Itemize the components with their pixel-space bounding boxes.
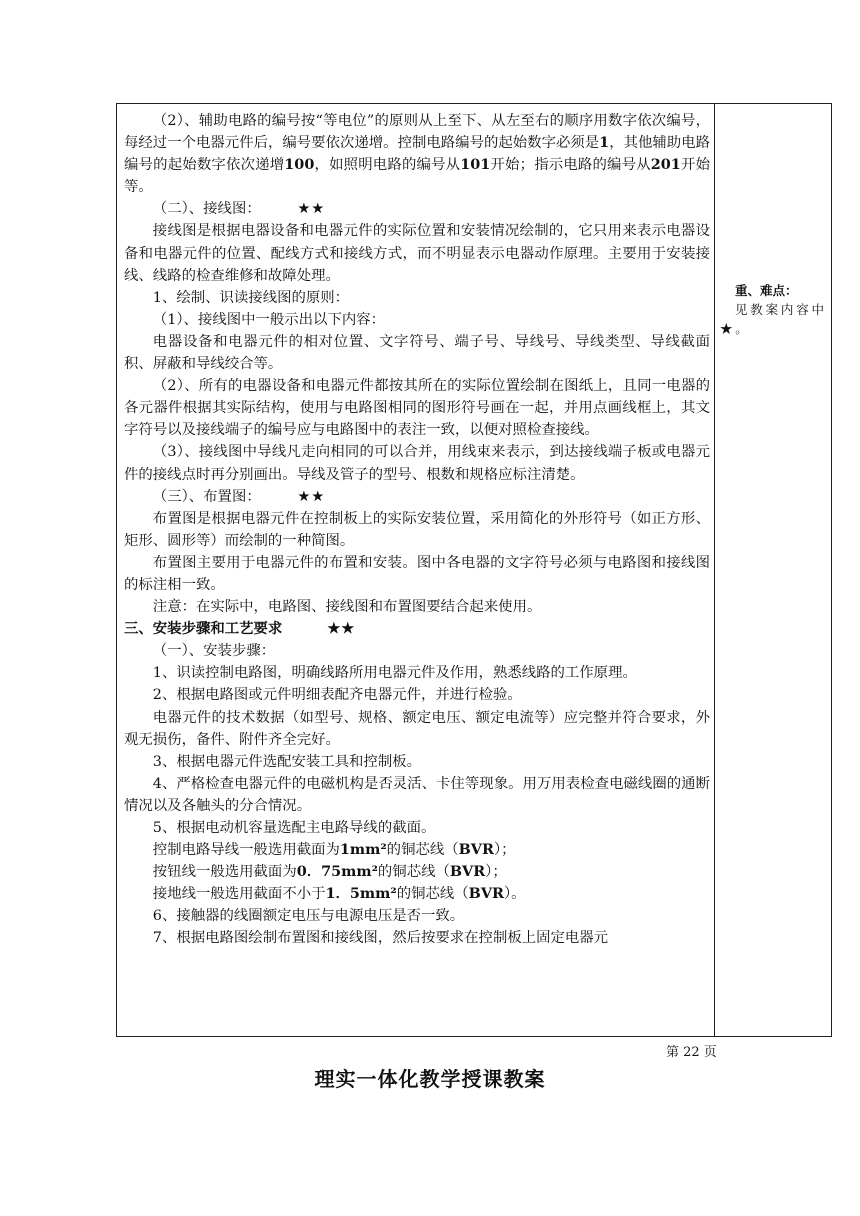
main-content-cell [124,110,710,950]
paragraph-principle-2: （2）、所有的电器设备和电器元件都按其所在的实际位置绘制在图纸上，且同一电器的各元器件根据其实际结构，使用与电路图相同的图形符号画在一起，并用点画线框上，其文字符号以及接线端子的编号应与电路图中的表注一致，以便对照检查接线。 [124,378,710,439]
wire-spec-button: 按钮线一般选用截面为0．75mm²的铜芯线（BVR）； [152,863,507,881]
step-7: 7、根据电路图绘制布置图和接线图，然后按要求在控制板上固定电器元 [152,930,609,947]
document-title: 理实一体化教学授课教案 [314,1067,546,1091]
wire-spec-ground: 接地线一般选用截面不小于1．5mm²的铜芯线（BVR）。 [152,885,526,903]
key-points-heading: 重、难点： [735,283,798,298]
step-2: 2、根据电路图或元件明细表配齐电器元件，并进行检验。 [152,687,522,704]
paragraph-principle-1-body: 电器设备和电器元件的相对位置、文字符号、端子号、导线号、导线类型、导线截面积、屏蔽和导线绞合等。 [124,333,710,373]
importance-stars: ★★ [297,201,326,218]
importance-stars: ★★ [297,488,326,505]
heading-section-3: 三、安装步骤和工艺要求 ★★ [124,620,356,638]
step-1: 1、识读控制电路图，明确线路所用电器元件及作用，熟悉线路的工作原理。 [152,665,637,682]
step-3: 3、根据电器元件选配安装工具和控制板。 [152,753,421,770]
step-4: 4、严格检查电器元件的电磁机构是否灵活、卡住等现象。用万用表检查电磁线圈的通断情况以及各触头的分合情况。 [124,775,710,814]
step-6: 6、接触器的线圈额定电压与电源电压是否一致。 [152,908,465,925]
paragraph-note: 注意：在实际中，电路图、接线图和布置图要结合起来使用。 [152,599,542,616]
paragraph-principle-3: （3）、接线图中导线凡走向相同的可以合并，用线束来表示，到达接线端子板或电器元件的接线点时再分别画出。导线及管子的型号、根数和规格应标注清楚。 [124,444,710,483]
heading-install-steps: （一）、安装步骤： [152,643,276,660]
heading-wiring-diagram: （二）、接线图： ★★ [152,201,326,218]
step-5: 5、根据电动机容量选配主电路导线的截面。 [152,820,436,836]
column-divider [714,103,715,1037]
heading-principle: 1、绘制、识读接线图的原则： [152,289,350,306]
paragraph-layout-2: 布置图主要用于电器元件的布置和安装。图中各电器的文字符号必须与电路图和接线图的标注相一致。 [124,554,710,593]
importance-stars: ★★ [327,620,356,638]
paragraph-aux-numbering: （2）、辅助电路的编号按“等电位”的原则从上至下、从左至右的顺序用数字依次编号，每经过一个电器元件后，编号要依次递增。控制电路编号的起始数字必须是1，其他辅助电路编号的起始数字依次递增100，如照明电路的编号从101开始；指示电路的编号从201开始等。 [124,113,710,196]
wire-spec-control: 控制电路导线一般选用截面为1mm²的铜芯线（BVR）； [152,841,516,859]
paragraph-principle-1: （1）、接线图中一般示出以下内容： [152,311,386,328]
paragraph-wiring: 接线图是根据电器设备和电器元件的实际位置和安装情况绘制的，它只用来表示电器设备和电器元件的位置、配线方式和接线方式，而不明显表示电器动作原理。主要用于安装接线、线路的检查维修和故障处理。 [124,223,710,284]
paragraph-layout-1: 布置图是根据电器元件在控制板上的实际安装位置，采用简化的外形符号（如正方形、矩形、圆形等）而绘制的一种简图。 [124,510,710,549]
key-points-cell [720,281,828,338]
heading-layout-diagram: （三）、布置图： ★★ [152,488,326,505]
page-number: 第 22 页 [666,1045,717,1060]
step-2-body: 电器元件的技术数据（如型号、规格、额定电压、额定电流等）应完整并符合要求，外观无损伤，备件、附件齐全完好。 [124,709,710,748]
key-points-body: 见教案内容中★。 [720,302,827,336]
